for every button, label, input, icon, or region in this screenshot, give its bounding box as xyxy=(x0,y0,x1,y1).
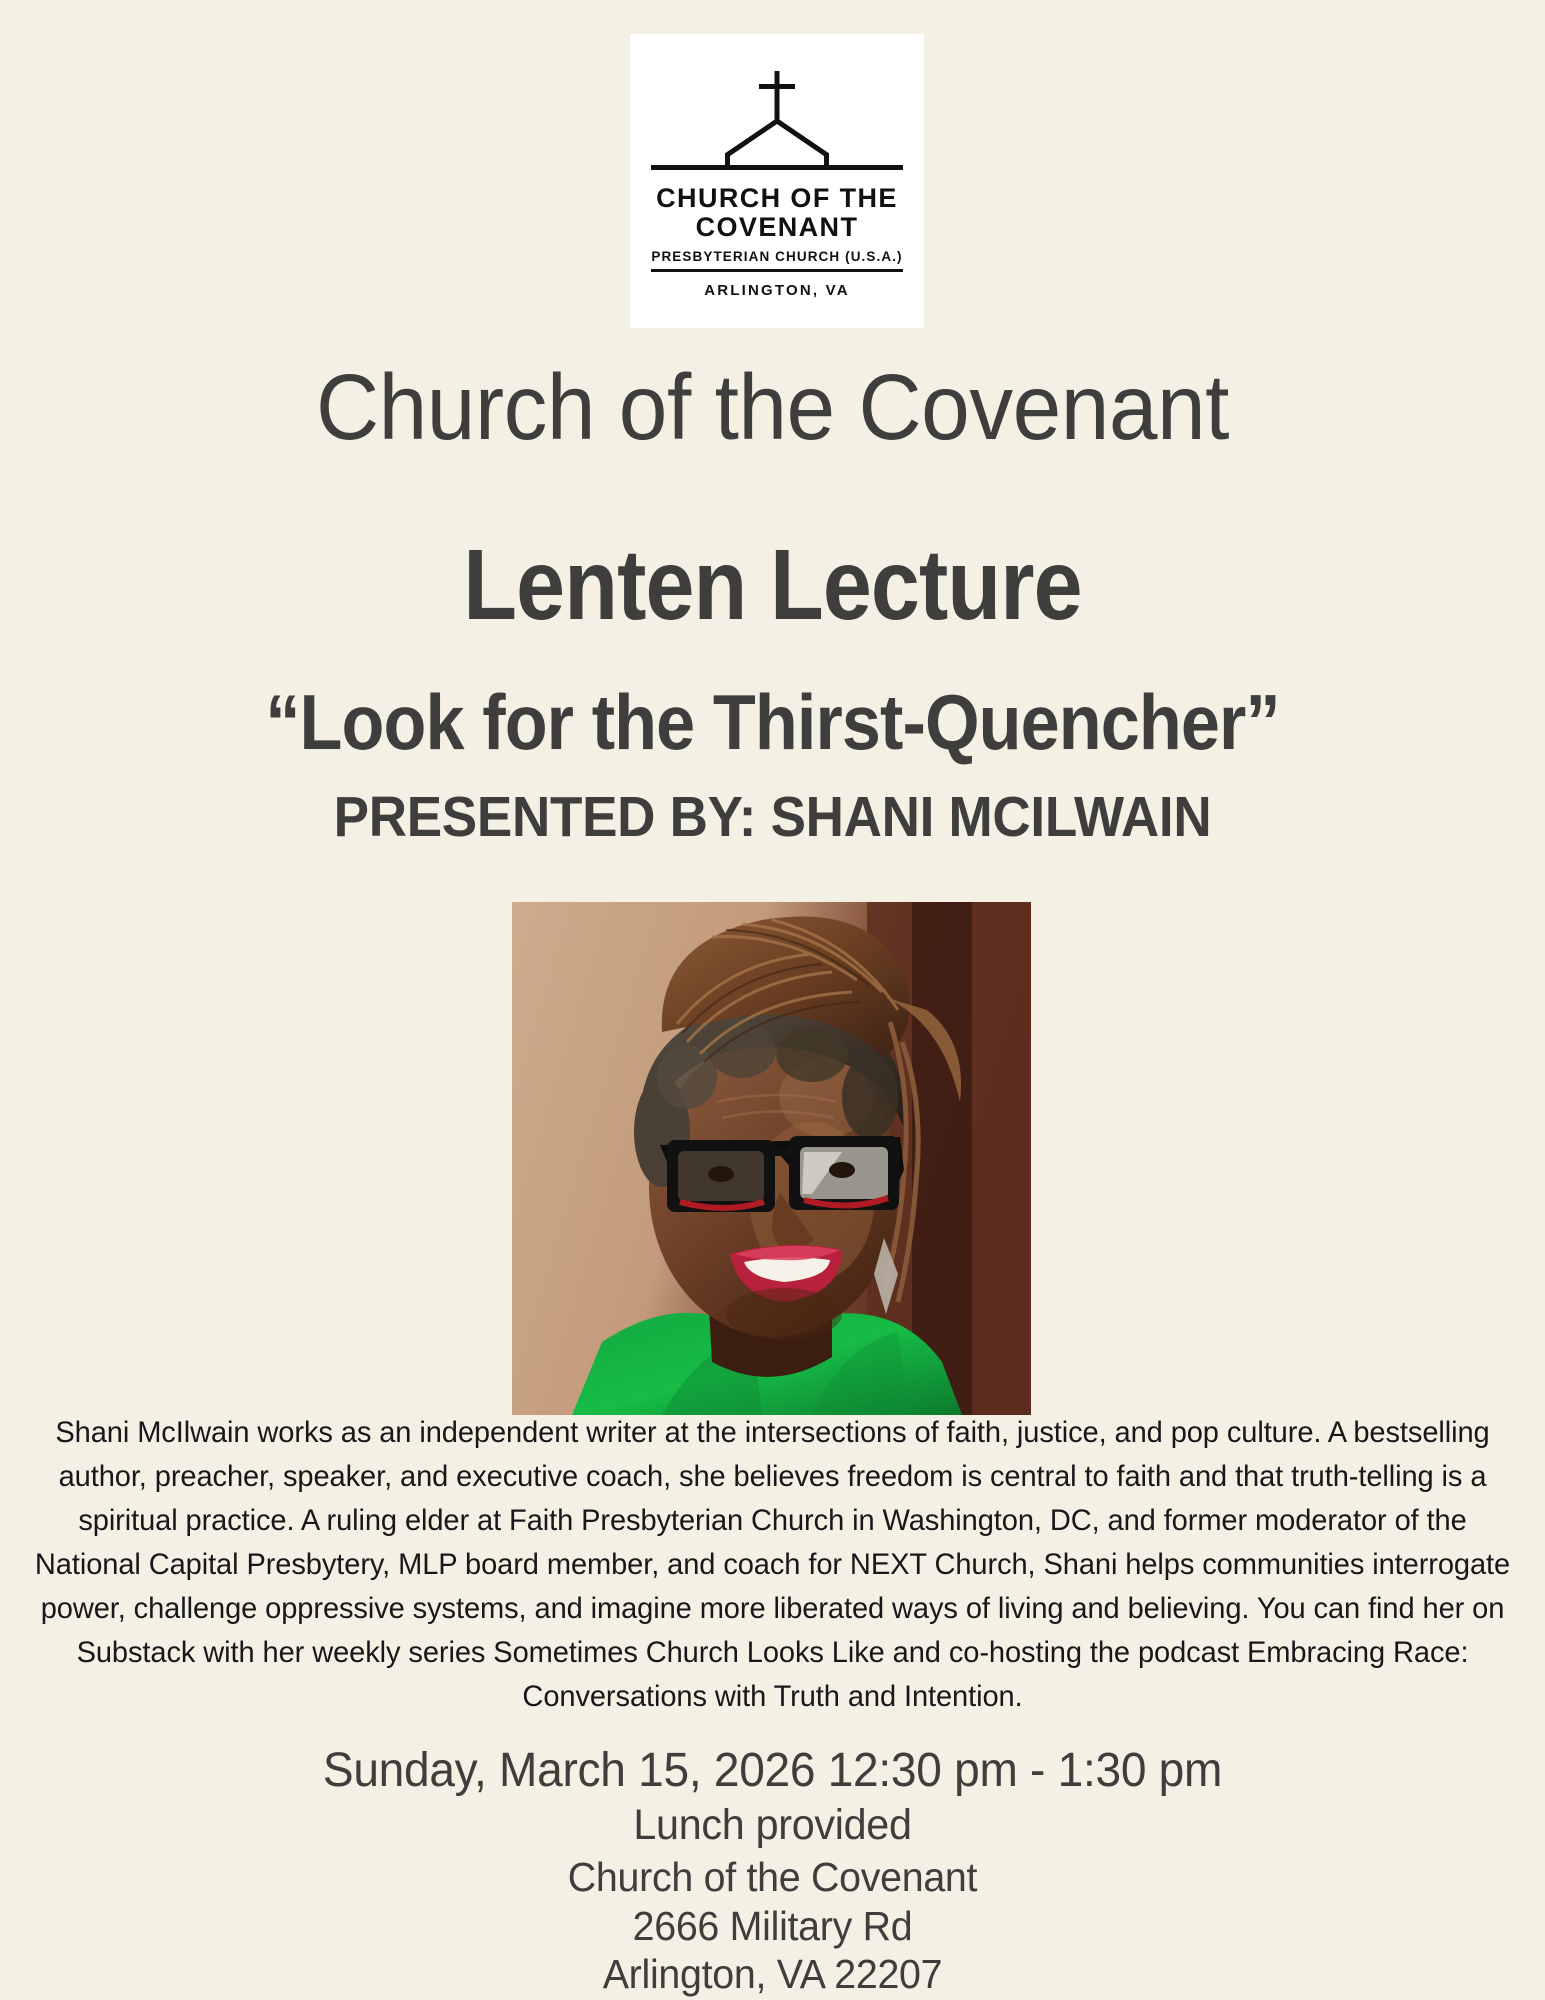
logo-divider xyxy=(651,269,903,272)
event-lunch-note: Lunch provided xyxy=(633,1801,912,1849)
logo-church-name-line2: COVENANT xyxy=(695,212,859,242)
logo-city: ARLINGTON, VA xyxy=(704,282,850,299)
page-title: Church of the Covenant xyxy=(315,355,1230,459)
logo-denomination: PRESBYTERIAN CHURCH (U.S.A.) xyxy=(651,249,903,264)
speaker-photo xyxy=(512,902,1031,1415)
event-datetime: Sunday, March 15, 2026 12:30 pm - 1:30 pm xyxy=(322,1744,1223,1797)
church-logo xyxy=(630,34,924,328)
logo-church-name xyxy=(656,184,898,242)
church-cross-roof-icon xyxy=(651,63,903,181)
lecture-subtitle: “Look for the Thirst-Quencher” xyxy=(265,678,1280,766)
speaker-bio: Shani McIlwain works as an independent writer at the intersections of faith, justice, and pop culture. A bestselling author, preacher, speaker, and executive coach, she believes freedom is central to faith and that truth-telling is a spiritual practice. A ruling elder at Faith Presbyterian Church in Washington, DC, and former moderator of the National Capital Presbytery, MLP board member, and coach for NEXT Church, Shani helps communities interrogate power, challenge oppressive systems, and imagine more liberated ways of living and believing. You can find her on Substack with her weekly series Sometimes Church Looks Like and co-hosting the podcast Embracing Race: Conversations with Truth and Intention. xyxy=(34,1416,1511,1713)
event-venue: Church of the Covenant xyxy=(567,1854,978,1900)
event-details xyxy=(0,1742,1545,1998)
lecture-title: Lenten Lecture xyxy=(463,529,1082,641)
event-city-state-zip: Arlington, VA 22207 xyxy=(602,1951,943,1997)
logo-inner xyxy=(651,63,903,299)
presenter-line: PRESENTED BY: SHANI MCILWAIN xyxy=(333,785,1212,849)
event-street-address: 2666 Military Rd xyxy=(632,1903,913,1949)
logo-church-name-line1: CHURCH OF THE xyxy=(656,183,898,213)
